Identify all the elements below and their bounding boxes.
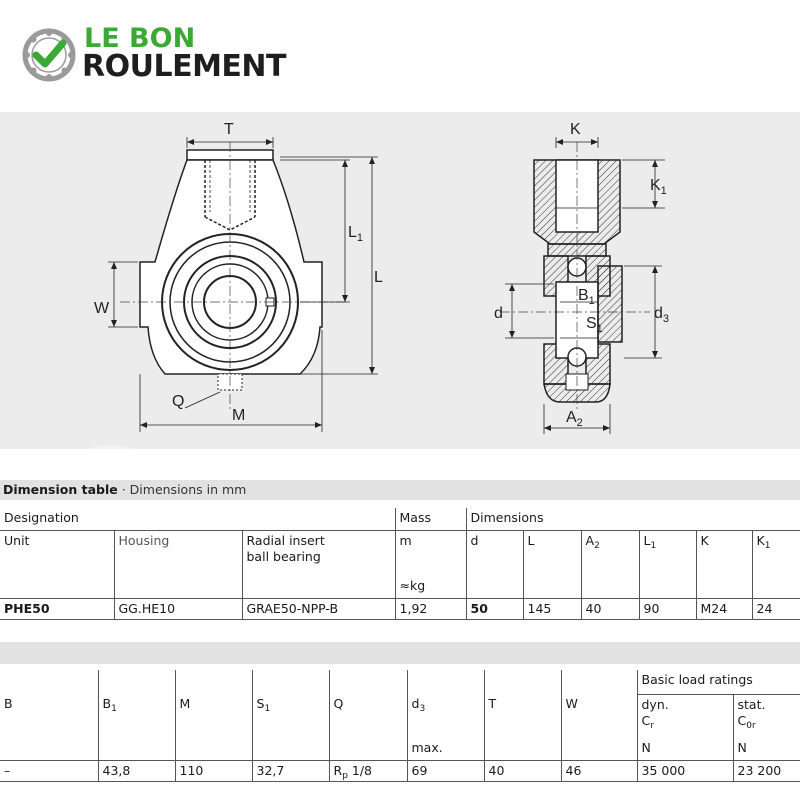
table-row xyxy=(0,760,800,781)
label-L: L xyxy=(374,269,383,286)
col-C0r-header: stat. $C_{0r}$ N xyxy=(733,694,800,760)
label-A2: $A_2$ xyxy=(566,409,583,429)
cell-Q: $R_p$ 1/8 xyxy=(329,760,407,781)
basic-load-header: Basic load ratings xyxy=(637,670,800,694)
label-K1: $K_1$ xyxy=(650,177,667,197)
cell-W: 46 xyxy=(561,760,637,781)
label-B1: $B_1$ xyxy=(578,287,595,307)
cell-mass: 1,92 xyxy=(395,598,466,619)
cell-T: 40 xyxy=(484,760,561,781)
housing-drawing-svg xyxy=(0,112,800,449)
cell-housing: GG.HE10 xyxy=(114,598,242,619)
dimension-table-title-bar xyxy=(0,480,800,500)
brand-line-1: LE BON xyxy=(84,23,196,54)
label-L1: $L_1$ xyxy=(348,224,364,244)
cell-A2: 40 xyxy=(581,598,639,619)
col-B1-header: $B_1$ xyxy=(98,694,175,760)
label-W: W xyxy=(94,300,110,317)
dimension-table xyxy=(0,508,800,620)
mass-unit-header: m ≈kg xyxy=(395,530,466,598)
col-L-header: L xyxy=(523,530,581,598)
col-W-header: W xyxy=(561,694,637,760)
col-d3-header: $d_3$ max. xyxy=(407,694,484,760)
label-S1: $S_1$ xyxy=(586,315,603,335)
cell-K: M24 xyxy=(696,598,752,619)
cell-unit: PHE50 xyxy=(0,598,114,619)
dimensions-header: Dimensions xyxy=(466,508,800,530)
designation-header: Designation xyxy=(0,508,395,530)
label-M: M xyxy=(232,407,246,424)
col-K1-header: $K_1$ xyxy=(752,530,800,598)
technical-drawing xyxy=(0,112,800,449)
col-A2-header: $A_2$ xyxy=(581,530,639,598)
load-rating-table xyxy=(0,670,800,782)
cell-K1: 24 xyxy=(752,598,800,619)
cell-d3: 69 xyxy=(407,760,484,781)
label-Q: Q xyxy=(172,393,185,410)
table-row xyxy=(0,598,800,619)
bearing-check-logo-icon xyxy=(22,28,76,82)
dimension-table-subtitle: · Dimensions in mm xyxy=(117,482,247,497)
unit-header: Unit xyxy=(0,530,114,598)
col-T-header: T xyxy=(484,694,561,760)
brand-line-2: ROULEMENT xyxy=(82,49,286,84)
radial-bearing-header: Radial insert ball bearing xyxy=(242,530,395,598)
housing-header: Housing xyxy=(114,530,242,598)
col-B-header: B xyxy=(0,694,98,760)
col-Cr-header: dyn. $C_r$ N xyxy=(637,694,733,760)
cell-M: 110 xyxy=(175,760,252,781)
col-d-header: d xyxy=(466,530,523,598)
mass-header: Mass xyxy=(395,508,466,530)
header xyxy=(0,0,800,112)
col-S1-header: $S_1$ xyxy=(252,694,329,760)
cell-B1: 43,8 xyxy=(98,760,175,781)
cell-Cr: 35 000 xyxy=(637,760,733,781)
cell-L: 145 xyxy=(523,598,581,619)
cell-d: 50 xyxy=(466,598,523,619)
col-K-header: K xyxy=(696,530,752,598)
col-M-header: M xyxy=(175,694,252,760)
cell-C0r: 23 200 xyxy=(733,760,800,781)
cell-S1: 32,7 xyxy=(252,760,329,781)
cell-L1: 90 xyxy=(639,598,696,619)
label-K: K xyxy=(570,121,581,138)
label-d3: $d_3$ xyxy=(654,305,670,325)
cell-B: – xyxy=(0,760,98,781)
label-d: d xyxy=(494,305,503,322)
dimension-table-title: Dimension table xyxy=(3,482,118,497)
cell-bearing: GRAE50-NPP-B xyxy=(242,598,395,619)
label-T: T xyxy=(224,121,234,138)
col-Q-header: Q xyxy=(329,694,407,760)
load-table-title-bar xyxy=(0,642,800,664)
col-L1-header: $L_1$ xyxy=(639,530,696,598)
